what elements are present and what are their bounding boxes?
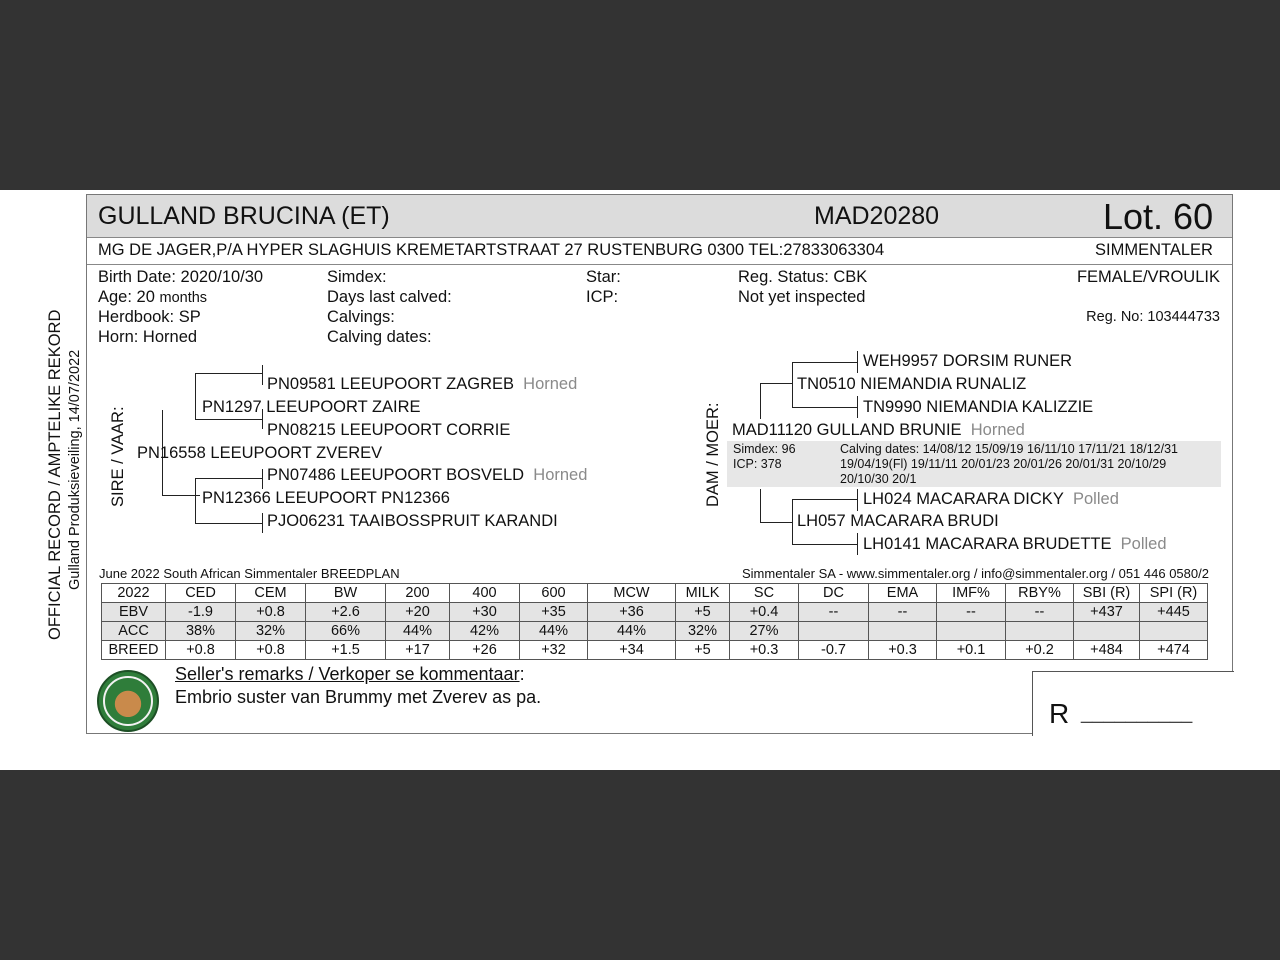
- dam-name: MAD11120 GULLAND BRUNIE: [732, 421, 962, 439]
- official-record-label: OFFICIAL RECORD / AMPTELIKE REKORD: [46, 309, 64, 640]
- dam-sire: TN0510 NIEMANDIA RUNALIZ: [797, 375, 1027, 393]
- table-cell: 44%: [588, 622, 676, 641]
- ebv-header-row: [102, 584, 1208, 603]
- simdex-label: Simdex:: [327, 268, 387, 286]
- table-cell: [1140, 622, 1208, 641]
- sire-sire-sire-horn: Horned: [523, 375, 578, 393]
- dam-calving-dates-3: 20/10/30 20/1: [840, 472, 917, 486]
- dam-sire-dam-tick: [857, 396, 858, 418]
- sire-sire-sire-tick: [262, 365, 263, 385]
- table-header-cell: CED: [166, 584, 236, 603]
- table-cell: -0.7: [799, 641, 869, 660]
- table-cell: 38%: [166, 622, 236, 641]
- table-header-cell: 200: [386, 584, 450, 603]
- price-box: [1032, 671, 1234, 736]
- table-cell: +0.8: [166, 641, 236, 660]
- sire-dam-dam: PJO06231 TAAIBOSSPRUIT KARANDI: [267, 512, 558, 530]
- birth-date: Birth Date: 2020/10/30: [98, 268, 264, 286]
- table-cell: +0.8: [236, 603, 306, 622]
- dam-sire-connector: [760, 383, 792, 384]
- table-header-cell: 400: [450, 584, 520, 603]
- ebv-table: [101, 583, 1208, 660]
- simmentaler-logo-icon: [97, 670, 159, 732]
- icp-label: ICP:: [586, 288, 619, 306]
- dam-dam-dam-tick: [857, 533, 858, 555]
- age-unit: months: [159, 290, 208, 306]
- table-cell: ACC: [102, 622, 166, 641]
- sire-dam-dam-connector: [195, 523, 263, 524]
- animal-reg-code: MAD20280: [814, 202, 940, 230]
- table-header-cell: SBI (R): [1074, 584, 1140, 603]
- table-cell: +437: [1074, 603, 1140, 622]
- dam-sire-sire-tick: [857, 351, 858, 373]
- table-cell: +20: [386, 603, 450, 622]
- lot-card: [86, 194, 1233, 734]
- dam: [732, 421, 1025, 440]
- table-cell: +1.5: [306, 641, 386, 660]
- table-cell: [1006, 622, 1074, 641]
- sire-sire-bracket: [195, 373, 196, 419]
- dam-dam-sire-horn: Polled: [1073, 490, 1119, 508]
- table-cell: --: [1006, 603, 1074, 622]
- dam-dam-sire-name: LH024 MACARARA DICKY: [863, 490, 1064, 508]
- dam-bracket-lower: [760, 489, 761, 523]
- sire-dam-sire-horn: Horned: [533, 466, 588, 484]
- reg-number: Reg. No: 103444733: [1086, 309, 1220, 325]
- table-cell: --: [937, 603, 1006, 622]
- dam-horn: Horned: [970, 421, 1025, 439]
- sire-dam-sire-connector: [195, 478, 263, 479]
- table-cell: +0.2: [1006, 641, 1074, 660]
- table-cell: --: [869, 603, 937, 622]
- sire-dam-sire: [267, 466, 587, 485]
- table-cell: +34: [588, 641, 676, 660]
- dam-sire-dam: TN9990 NIEMANDIA KALIZZIE: [863, 398, 1094, 416]
- table-header-cell: CEM: [236, 584, 306, 603]
- age-value: Age: 20: [98, 288, 155, 306]
- dam-details-box: [727, 441, 1221, 487]
- remarks-title: Seller's remarks / Verkoper se kommentaar: [175, 664, 520, 684]
- remarks-heading: [175, 664, 525, 685]
- table-cell: +32: [520, 641, 588, 660]
- table-cell: +484: [1074, 641, 1140, 660]
- dam-dam-dam-horn: Polled: [1120, 535, 1167, 553]
- breed-row: [102, 641, 1208, 660]
- table-cell: 44%: [386, 622, 450, 641]
- dam-dam-sire-connector: [792, 499, 858, 500]
- dam-calving-dates-2: 19/04/19(Fl) 19/11/11 20/01/23 20/01/26 20/01/31 20/10/29: [840, 457, 1167, 471]
- owner-bar: [87, 238, 1232, 265]
- sire-sire-dam: PN08215 LEEUPOORT CORRIE: [267, 421, 511, 439]
- remarks-text: Embrio suster van Brummy met Zverev as pa.: [175, 687, 542, 707]
- table-header-cell: 2022: [102, 584, 166, 603]
- dam-dam-connector: [760, 522, 792, 523]
- dam-dam-sire: [863, 490, 1119, 509]
- table-header-cell: IMF%: [937, 584, 1006, 603]
- table-cell: +36: [588, 603, 676, 622]
- lot-number: Lot. 60: [1103, 196, 1214, 237]
- animal-name: GULLAND BRUCINA (ET): [98, 202, 390, 230]
- reg-status: Reg. Status: CBK: [738, 268, 868, 286]
- price-line[interactable]: __________: [1081, 702, 1193, 724]
- table-header-cell: MCW: [588, 584, 676, 603]
- days-last-calved-label: Days last calved:: [327, 288, 452, 306]
- table-cell: 44%: [520, 622, 588, 641]
- acc-row: [102, 622, 1208, 641]
- dam-dam-bracket: [792, 499, 793, 545]
- table-cell: +17: [386, 641, 450, 660]
- sire-dam-sire-tick: [262, 469, 263, 489]
- table-cell: +0.4: [730, 603, 799, 622]
- dam-section-label: DAM / MOER:: [704, 402, 722, 507]
- table-cell: +5: [676, 603, 730, 622]
- table-header-cell: EMA: [869, 584, 937, 603]
- remarks-colon: :: [519, 664, 525, 684]
- table-header-cell: BW: [306, 584, 386, 603]
- sire-dam-sire-name: PN07486 LEEUPOORT BOSVELD: [267, 466, 525, 484]
- dam-bracket-upper: [760, 383, 761, 419]
- dam-sire-sire: WEH9957 DORSIM RUNER: [863, 352, 1073, 370]
- sire-dam: PN12366 LEEUPOORT PN12366: [202, 489, 450, 507]
- horn-status: Horn: Horned: [98, 328, 198, 346]
- sire-dam-dam-tick: [262, 513, 263, 533]
- table-cell: +30: [450, 603, 520, 622]
- sire-sire-dam-connector: [195, 419, 263, 420]
- breed-name: SIMMENTALER: [1095, 241, 1213, 259]
- breedplan-source: June 2022 South African Simmentaler BREEDPLAN: [99, 566, 400, 581]
- table-cell: 32%: [236, 622, 306, 641]
- breedplan-contact: Simmentaler SA - www.simmentaler.org / info@simmentaler.org / 051 446 0580/2: [742, 566, 1209, 581]
- dam-dam-dam: [863, 535, 1167, 554]
- table-header-cell: 600: [520, 584, 588, 603]
- table-cell: 66%: [306, 622, 386, 641]
- table-cell: +0.1: [937, 641, 1006, 660]
- table-cell: +2.6: [306, 603, 386, 622]
- dam-dam-dam-name: LH0141 MACARARA BRUDETTE: [863, 535, 1112, 553]
- table-cell: EBV: [102, 603, 166, 622]
- table-cell: +474: [1140, 641, 1208, 660]
- table-header-cell: SC: [730, 584, 799, 603]
- dam-dam-sire-tick: [857, 489, 858, 511]
- table-cell: +35: [520, 603, 588, 622]
- table-cell: +0.3: [730, 641, 799, 660]
- dam-calving-dates-1: Calving dates: 14/08/12 15/09/19 16/11/10 17/11/21 18/12/31: [840, 442, 1179, 456]
- inspection-status: Not yet inspected: [738, 288, 866, 306]
- sire-sire-sire-name: PN09581 LEEUPOORT ZAGREB: [267, 375, 514, 393]
- table-header-cell: SPI (R): [1140, 584, 1208, 603]
- calving-dates-label: Calving dates:: [327, 328, 432, 346]
- table-header-cell: DC: [799, 584, 869, 603]
- sale-label: Gulland Produksieveiling, 14/07/2022: [67, 349, 83, 590]
- lot-card-sheet: [0, 190, 1280, 770]
- dam-sire-bracket: [792, 362, 793, 408]
- table-cell: 27%: [730, 622, 799, 641]
- table-cell: +5: [676, 641, 730, 660]
- table-cell: [799, 622, 869, 641]
- table-cell: +445: [1140, 603, 1208, 622]
- table-cell: [937, 622, 1006, 641]
- table-cell: +26: [450, 641, 520, 660]
- star-label: Star:: [586, 268, 621, 286]
- table-cell: +0.3: [869, 641, 937, 660]
- table-header-cell: RBY%: [1006, 584, 1074, 603]
- price-currency: R: [1049, 698, 1070, 729]
- table-cell: 42%: [450, 622, 520, 641]
- owner-details: MG DE JAGER,P/A HYPER SLAGHUIS KREMETARTSTRAAT 27 RUSTENBURG 0300 TEL:27833063304: [98, 241, 885, 259]
- sire: PN16558 LEEUPOORT ZVEREV: [137, 444, 383, 462]
- table-header-cell: MILK: [676, 584, 730, 603]
- table-cell: -1.9: [166, 603, 236, 622]
- calvings-label: Calvings:: [327, 308, 395, 326]
- age: [98, 288, 207, 307]
- sex: FEMALE/VROULIK: [1076, 268, 1220, 286]
- table-cell: BREED: [102, 641, 166, 660]
- sire-sire: PN1297 LEEUPOORT ZAIRE: [202, 398, 421, 416]
- dam-simdex: Simdex: 96: [733, 442, 796, 456]
- dam-sire-sire-connector: [792, 362, 858, 363]
- table-cell: [869, 622, 937, 641]
- title-bar: [87, 195, 1232, 238]
- table-cell: --: [799, 603, 869, 622]
- sire-dam-bracket: [195, 478, 196, 524]
- dam-icp: ICP: 378: [733, 457, 782, 471]
- herdbook: Herdbook: SP: [98, 308, 201, 326]
- ebv-row: [102, 603, 1208, 622]
- dam-dam: LH057 MACARARA BRUDI: [797, 512, 999, 530]
- dam-dam-dam-connector: [792, 544, 858, 545]
- table-cell: 32%: [676, 622, 730, 641]
- sire-sire-sire: [267, 375, 577, 394]
- dam-sire-dam-connector: [792, 407, 858, 408]
- table-cell: [1074, 622, 1140, 641]
- sire-sire-sire-connector: [195, 373, 263, 374]
- table-cell: +0.8: [236, 641, 306, 660]
- logo-ring: [103, 676, 153, 726]
- sire-section-label: SIRE / VAAR:: [109, 406, 127, 507]
